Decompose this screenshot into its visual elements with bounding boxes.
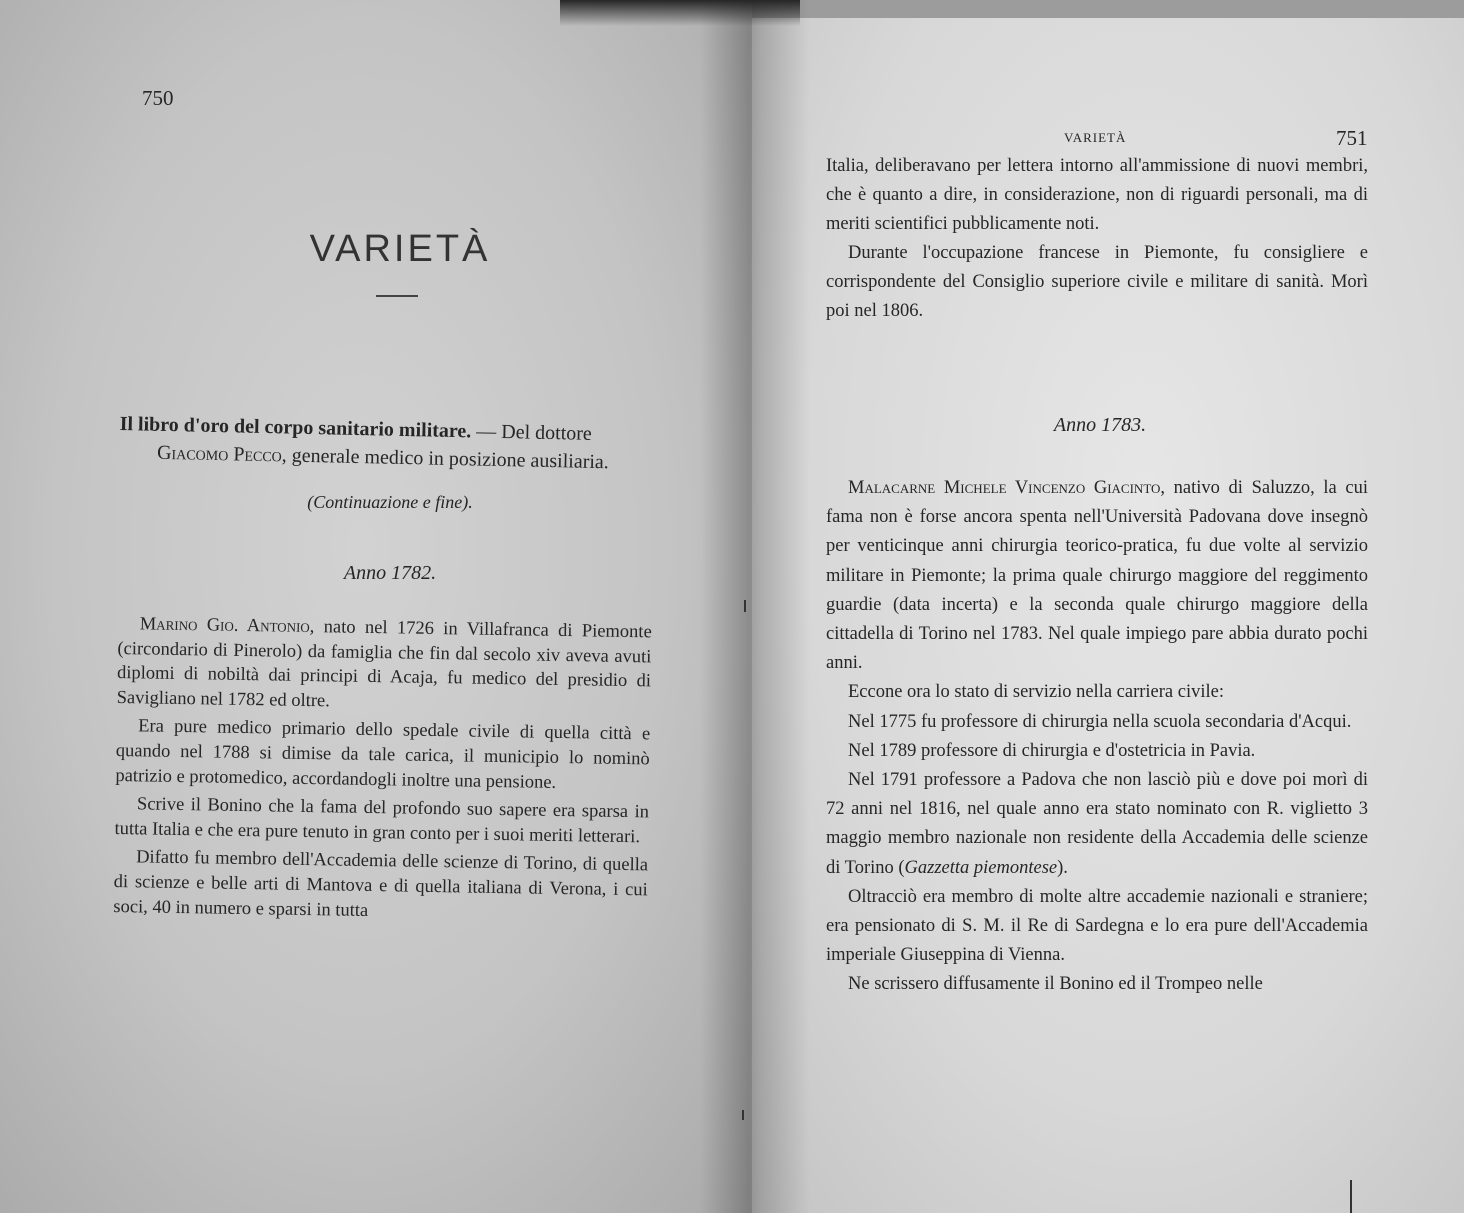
- running-head: VARIETÀ: [1064, 130, 1127, 145]
- left-body-text: [113, 612, 652, 927]
- paragraph: Era pure medico primario dello spedale civile di quella città e quando nel 1788 si dimise da tale carica, il municipio lo nominò patrizio e protomedico, accordandogli inoltre una pensione.: [115, 716, 651, 793]
- right-page-number: 751: [1336, 126, 1368, 150]
- paragraph: Nel 1775 fu professore di chirurgia nella scuola secondaria d'Acqui.: [848, 711, 1352, 732]
- paragraph: Oltracciò era membro di molte altre accademie nazionali e straniere; era pensionato di S. M. il Re di Sardegna e lo era pure dell'Accademia imperiale Giuseppina di Vienna.: [826, 886, 1368, 966]
- section-title: VARIETÀ: [309, 228, 491, 270]
- title-rule: [376, 295, 418, 297]
- right-continued-text: [826, 152, 1368, 326]
- paragraph: Scrive il Bonino che la fama del profondo suo sapere era sparsa in tutta Italia e che era pure tenuto in gran conto per i suoi meriti letterari.: [114, 794, 650, 847]
- paragraph: Durante l'occupazione francese in Piemonte, fu consigliere e corrispondente del Consiglio superiore civile e militare di sanità. Morì poi nel 1806.: [826, 243, 1368, 321]
- author-name: Giacomo Pecco: [156, 441, 283, 467]
- left-page-number: 750: [142, 86, 174, 110]
- paragraph: Eccone ora lo stato di servizio nella carriera civile:: [848, 682, 1224, 703]
- author-suffix: , generale medico in posizione ausiliaria.: [281, 444, 610, 474]
- article-title: Il libro d'oro del corpo sanitario militare.: [119, 412, 472, 443]
- right-body-text: [826, 474, 1368, 1000]
- paragraph: Ne scrissero diffusamente il Bonino ed il Trompeo nelle: [848, 974, 1263, 995]
- year-heading-1782: Anno 1782.: [343, 562, 437, 584]
- paragraph: Difatto fu membro dell'Accademia delle scienze di Torino, di quella di scienze e belle arti di Mantova e di quella italiana di Verona, i cui soci, 40 in numero e sparsi in tutta: [113, 847, 649, 921]
- entry-name: Malacarne Michele Vincenzo Giacinto: [848, 478, 1161, 498]
- top-edge-shadow: [560, 0, 800, 26]
- citation-title: Gazzetta piemontese: [904, 857, 1058, 878]
- paragraph: Italia, deliberavano per lettera intorno all'ammissione di nuovi membri, che è quanto a dire, in considerazione, non di riguardi personali, ma di meriti scientifici pubblicamente noti.: [826, 156, 1368, 234]
- entry-name: Marino Gio. Antonio: [139, 614, 310, 638]
- author-prefix: Del dottore: [501, 420, 593, 445]
- paragraph: Nel 1791 professore a Padova che non lasciò più e dove poi morì di 72 anni nel 1816, nel quale anno era stato nominato con R. viglietto 3 maggio membro nazionale non residente della Accademia delle scienze di Torino (Gazzetta piemontese).: [826, 770, 1368, 878]
- paragraph: Malacarne Michele Vincenzo Giacinto, nativo di Saluzzo, la cui fama non è forse ancora spenta nell'Università Padovana dove insegnò per venticinque anni chirurgia teorico-pratica, fu due volte al servizio militare in Piemonte; la prima quale chirurgo maggiore del reggimento guardie (data incerta) e la seconda quale chirurgo maggiore della cittadella di Torino nel 1783. Nel quale impiego pare abbia durato pochi anni.: [826, 478, 1368, 674]
- paragraph: Nel 1789 professore di chirurgia e d'ostetricia in Pavia.: [848, 740, 1256, 761]
- year-heading-1783: Anno 1783.: [1053, 414, 1147, 436]
- continuation-note: (Continuazione e fine).: [307, 492, 473, 512]
- article-heading: [119, 410, 680, 478]
- paragraph: Marino Gio. Antonio, nato nel 1726 in Villafranca di Piemonte (circondario di Pinerolo) da famiglia che fin dal secolo xiv aveva avuti diplomi di nobiltà dai principi di Acaja, fu medico del presidio di Savigliano nel 1782 ed oltre.: [116, 614, 652, 712]
- heading-dash: —: [471, 420, 502, 443]
